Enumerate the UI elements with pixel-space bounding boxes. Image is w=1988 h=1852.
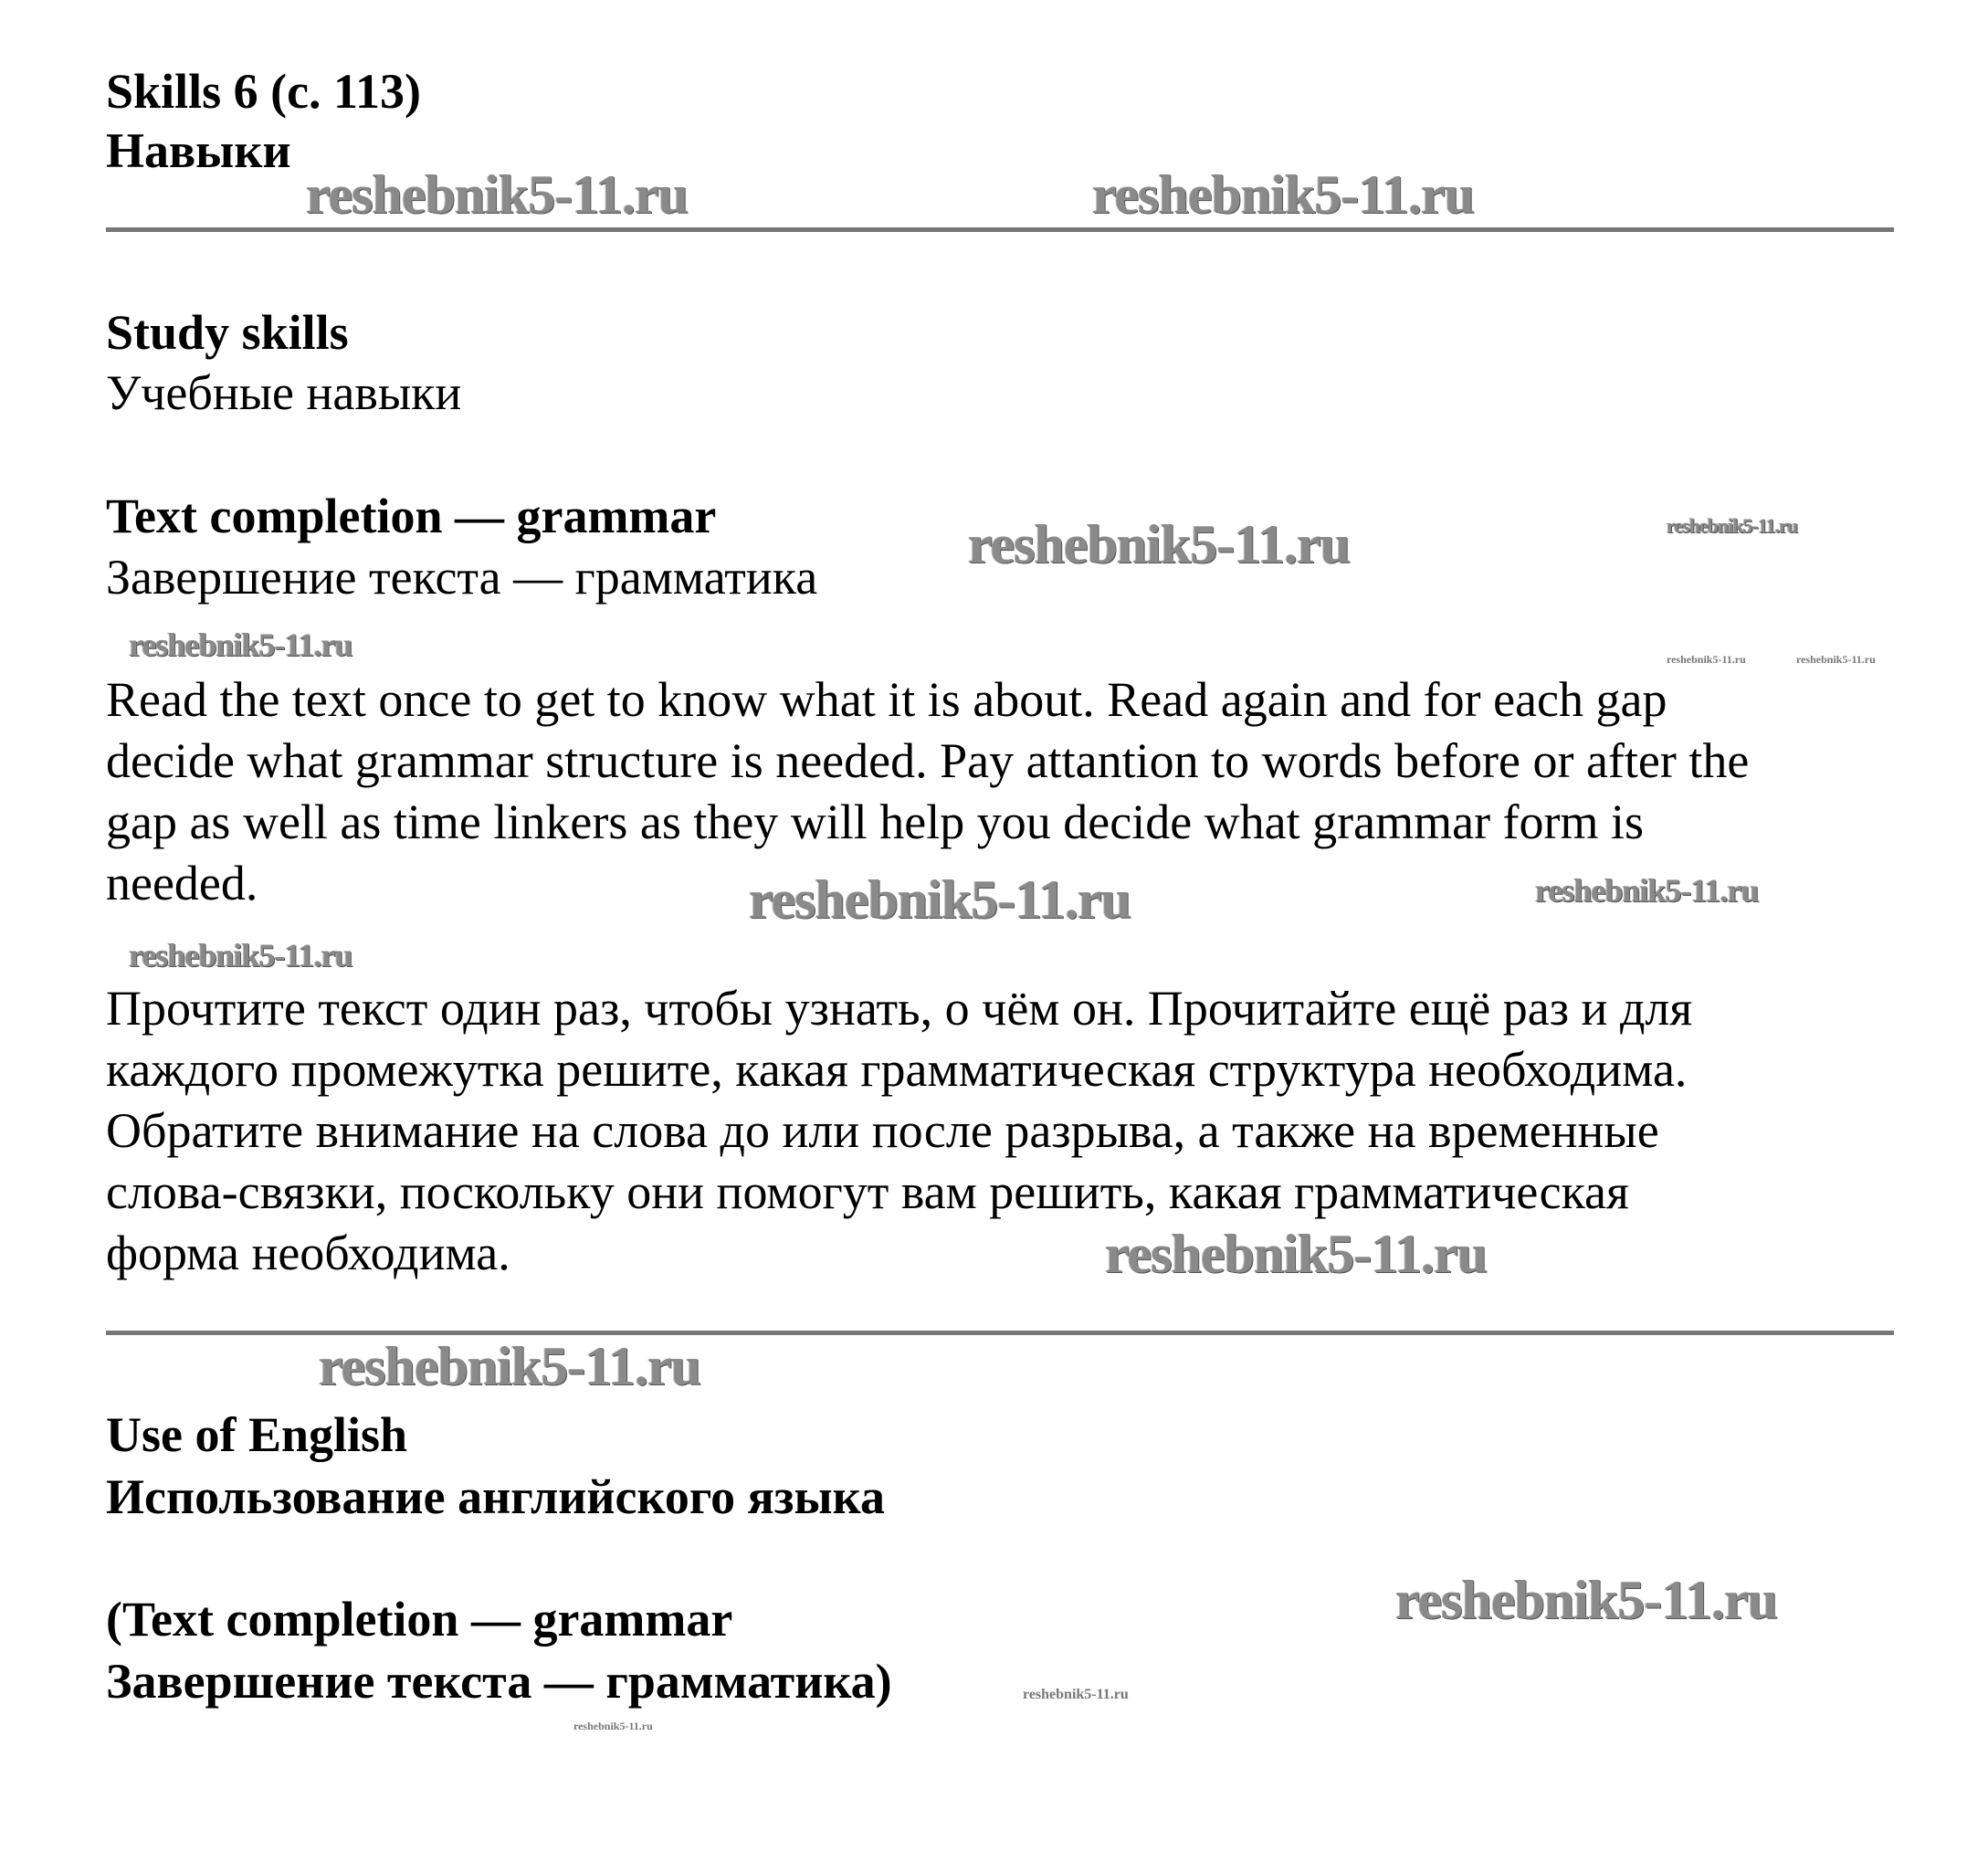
watermark: reshebnik5-11.ru xyxy=(1395,1570,1777,1630)
divider xyxy=(106,227,1894,232)
text-line: Прочтите текст один раз, чтобы узнать, о чём он. Прочитайте ещё раз и для xyxy=(106,981,1693,1036)
watermark: reshebnik5-11.ru xyxy=(306,164,688,225)
use-of-english-heading: Use of English xyxy=(106,1407,408,1462)
watermark: reshebnik5-11.ru xyxy=(1535,872,1759,909)
text-line: decide what grammar structure is needed. Pay attantion to words before or after the xyxy=(106,733,1750,788)
text-line: Read the text once to get to know what it is about. Read again and for each gap xyxy=(106,672,1667,727)
study-skills-translation: Учебные навыки xyxy=(106,365,462,420)
use-sub-heading: (Text completion — grammar xyxy=(106,1592,733,1647)
watermark: reshebnik5-11.ru xyxy=(1092,164,1474,225)
instructions-russian xyxy=(106,978,1914,1284)
use-sub-translation: Завершение текста — грамматика) xyxy=(106,1654,892,1709)
watermark: reshebnik5-11.ru xyxy=(749,869,1131,930)
watermark: reshebnik5-11.ru xyxy=(1796,653,1876,666)
watermark: reshebnik5-11.ru xyxy=(1667,653,1746,666)
watermark: reshebnik5-11.ru xyxy=(319,1336,700,1396)
watermark: reshebnik5-11.ru xyxy=(1023,1687,1129,1702)
text-completion-translation: Завершение текста — грамматика xyxy=(106,550,818,605)
text-line: слова-связки, поскольку они помогут вам решить, какая грамматическая xyxy=(106,1164,1629,1219)
page-subtitle: Навыки xyxy=(106,123,291,178)
watermark: reshebnik5-11.ru xyxy=(968,514,1350,574)
text-completion-heading: Text completion — grammar xyxy=(106,489,717,543)
text-line: needed. xyxy=(106,856,258,910)
text-line: форма необходима. xyxy=(106,1226,510,1280)
study-skills-heading: Study skills xyxy=(106,305,349,360)
text-line: Обратите внимание на слова до или после разрыва, а также на временные xyxy=(106,1103,1659,1158)
watermark: reshebnik5-11.ru xyxy=(1667,514,1798,537)
watermark: reshebnik5-11.ru xyxy=(1105,1224,1487,1284)
text-line: gap as well as time linkers as they will help you decide what grammar form is xyxy=(106,794,1645,849)
use-of-english-translation: Использование английского языка xyxy=(106,1469,885,1524)
text-line: каждого промежутка решите, какая грамматическая структура необходима. xyxy=(106,1042,1688,1097)
divider xyxy=(106,1331,1894,1335)
watermark: reshebnik5-11.ru xyxy=(129,937,352,973)
watermark: reshebnik5-11.ru xyxy=(129,626,352,663)
page-title: Skills 6 (с. 113) xyxy=(106,64,422,119)
watermark: reshebnik5-11.ru xyxy=(573,1720,653,1732)
